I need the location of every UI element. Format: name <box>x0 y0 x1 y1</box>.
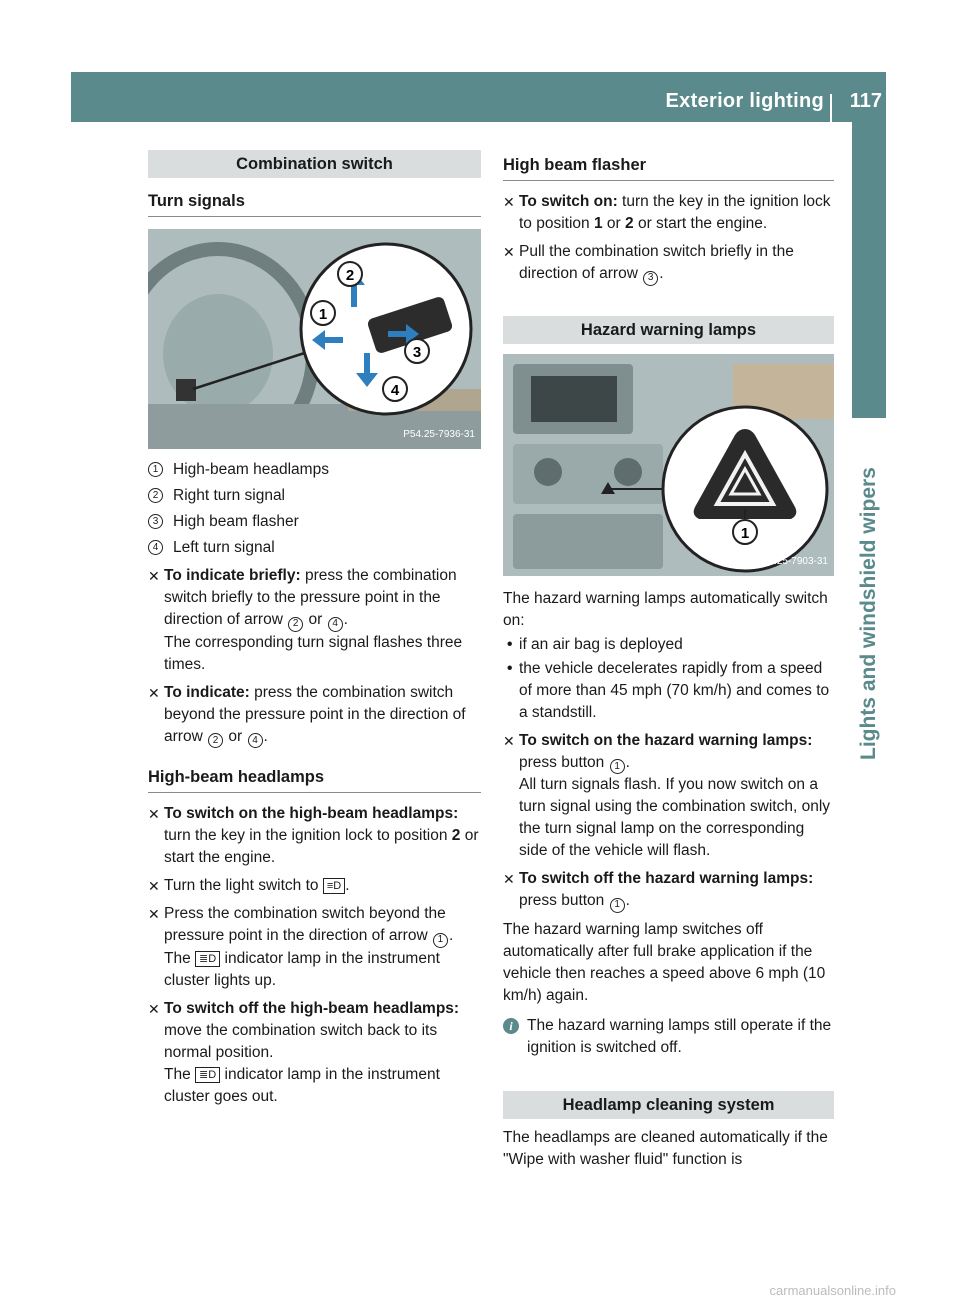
step-high-beam-on: ✕ To switch on the high-beam headlamps: turn the key in the ignition lock to position 2 or start the engine. <box>148 805 479 866</box>
watermark: carmanualsonline.info <box>769 1283 896 1298</box>
info-note: i The hazard warning lamps still operate if the ignition is switched off. <box>503 1015 834 1059</box>
legend-item: 2 Right turn signal <box>148 485 481 507</box>
high-beam-heading: High-beam headlamps <box>148 766 481 793</box>
list-item: • the vehicle decelerates rapidly from a speed of more than 45 mph (70 km/h) and comes to a standstill. <box>507 659 830 721</box>
step-marker-icon: ✕ <box>148 878 160 894</box>
svg-text:4: 4 <box>390 382 400 399</box>
svg-text:2: 2 <box>345 267 355 284</box>
page-header <box>71 72 886 122</box>
high-beam-indicator-icon: ≣D <box>195 1067 220 1083</box>
step-hazard-off: ✕ To switch off the hazard warning lamps: press button 1 . <box>503 868 834 913</box>
combination-switch-figure <box>148 229 481 449</box>
list-item: • if an air bag is deployed <box>507 635 683 653</box>
hazard-band: Hazard warning lamps <box>503 316 834 344</box>
left-column <box>148 150 481 1108</box>
step-press-switch: ✕ Press the combination switch beyond the pressure point in the direction of arrow 1 . The ≣D indicator lamp in the instrument cluster lights up. <box>148 905 454 989</box>
page-number: 117 <box>849 90 882 112</box>
step-flasher-on: ✕ To switch on: turn the key in the ignition lock to position 1 or 2 or start the engine. <box>503 193 831 232</box>
step-indicate-briefly: ✕ To indicate briefly: press the combination switch briefly to the pressure point in the direction of arrow 2 or 4 . The corresponding turn signal flashes three times. <box>148 567 463 673</box>
step-marker-icon: ✕ <box>148 1000 160 1017</box>
hazard-intro: The hazard warning lamps automatically switch on: <box>503 589 828 629</box>
hazard-illustration <box>503 354 834 576</box>
step-marker-icon: ✕ <box>503 194 515 210</box>
legend-list <box>148 459 481 559</box>
side-tab <box>852 122 886 418</box>
step-indicate: ✕ To indicate: press the combination switch beyond the pressure point in the direction of arrow 2 or 4 . <box>148 682 481 749</box>
step-marker-icon: ✕ <box>148 806 160 822</box>
step-hazard-on: ✕ To switch on the hazard warning lamps: press button 1 . All turn signals flash. If you now switch on a turn signal using the combination switch, only the turn signal lamp on the corresponding side of the vehicle will flash. <box>503 731 831 859</box>
step-marker-icon: ✕ <box>148 906 160 922</box>
step-marker-icon: ✕ <box>503 871 515 887</box>
step-high-beam-off: ✕ To switch off the high-beam headlamps: move the combination switch back to its normal position. The ≣D indicator lamp in the instrument cluster goes out. <box>148 999 460 1105</box>
info-icon: i <box>503 1018 519 1034</box>
figure-code: P54.25-7936-31 <box>403 429 475 440</box>
hazard-figure <box>503 354 834 576</box>
step-marker-icon: ✕ <box>148 684 160 701</box>
svg-text:1: 1 <box>318 306 328 323</box>
flasher-heading: High beam flasher <box>503 154 834 181</box>
svg-text:1: 1 <box>740 524 750 542</box>
step-marker-icon: ✕ <box>503 732 515 749</box>
combination-switch-illustration <box>148 229 481 449</box>
low-beam-symbol-icon: ≡D <box>323 878 345 894</box>
turn-signals-heading: Turn signals <box>148 190 481 217</box>
hazard-paragraph: The hazard warning lamp switches off automatically after full brake application if the vehicle then reaches a speed above 6 mph (10 km/h) again. <box>503 920 826 1004</box>
step-pull-switch: ✕ Pull the combination switch briefly in the direction of arrow 3 . <box>503 241 834 286</box>
legend-item: 4 Left turn signal <box>148 537 481 559</box>
section-title: Exterior lighting <box>665 90 824 112</box>
step-marker-icon: ✕ <box>503 244 515 260</box>
headlamp-cleaning-band: Headlamp cleaning system <box>503 1091 834 1119</box>
right-column <box>503 150 834 1171</box>
legend-item: 3 High beam flasher <box>148 511 481 533</box>
headlamp-cleaning-text: The headlamps are cleaned automatically if the "Wipe with washer fluid" function is <box>503 1128 828 1168</box>
high-beam-indicator-icon: ≣D <box>195 951 220 967</box>
header-divider <box>830 94 832 122</box>
combination-switch-band: Combination switch <box>148 150 481 178</box>
side-tab-label: Lights and windshield wipers <box>857 467 880 760</box>
step-light-switch: ✕ Turn the light switch to ≡D . <box>148 875 481 897</box>
step-marker-icon: ✕ <box>148 568 160 584</box>
legend-item: 1 High-beam headlamps <box>148 459 481 481</box>
figure-code: P54.25-7903-31 <box>756 555 828 567</box>
svg-text:3: 3 <box>412 344 422 361</box>
